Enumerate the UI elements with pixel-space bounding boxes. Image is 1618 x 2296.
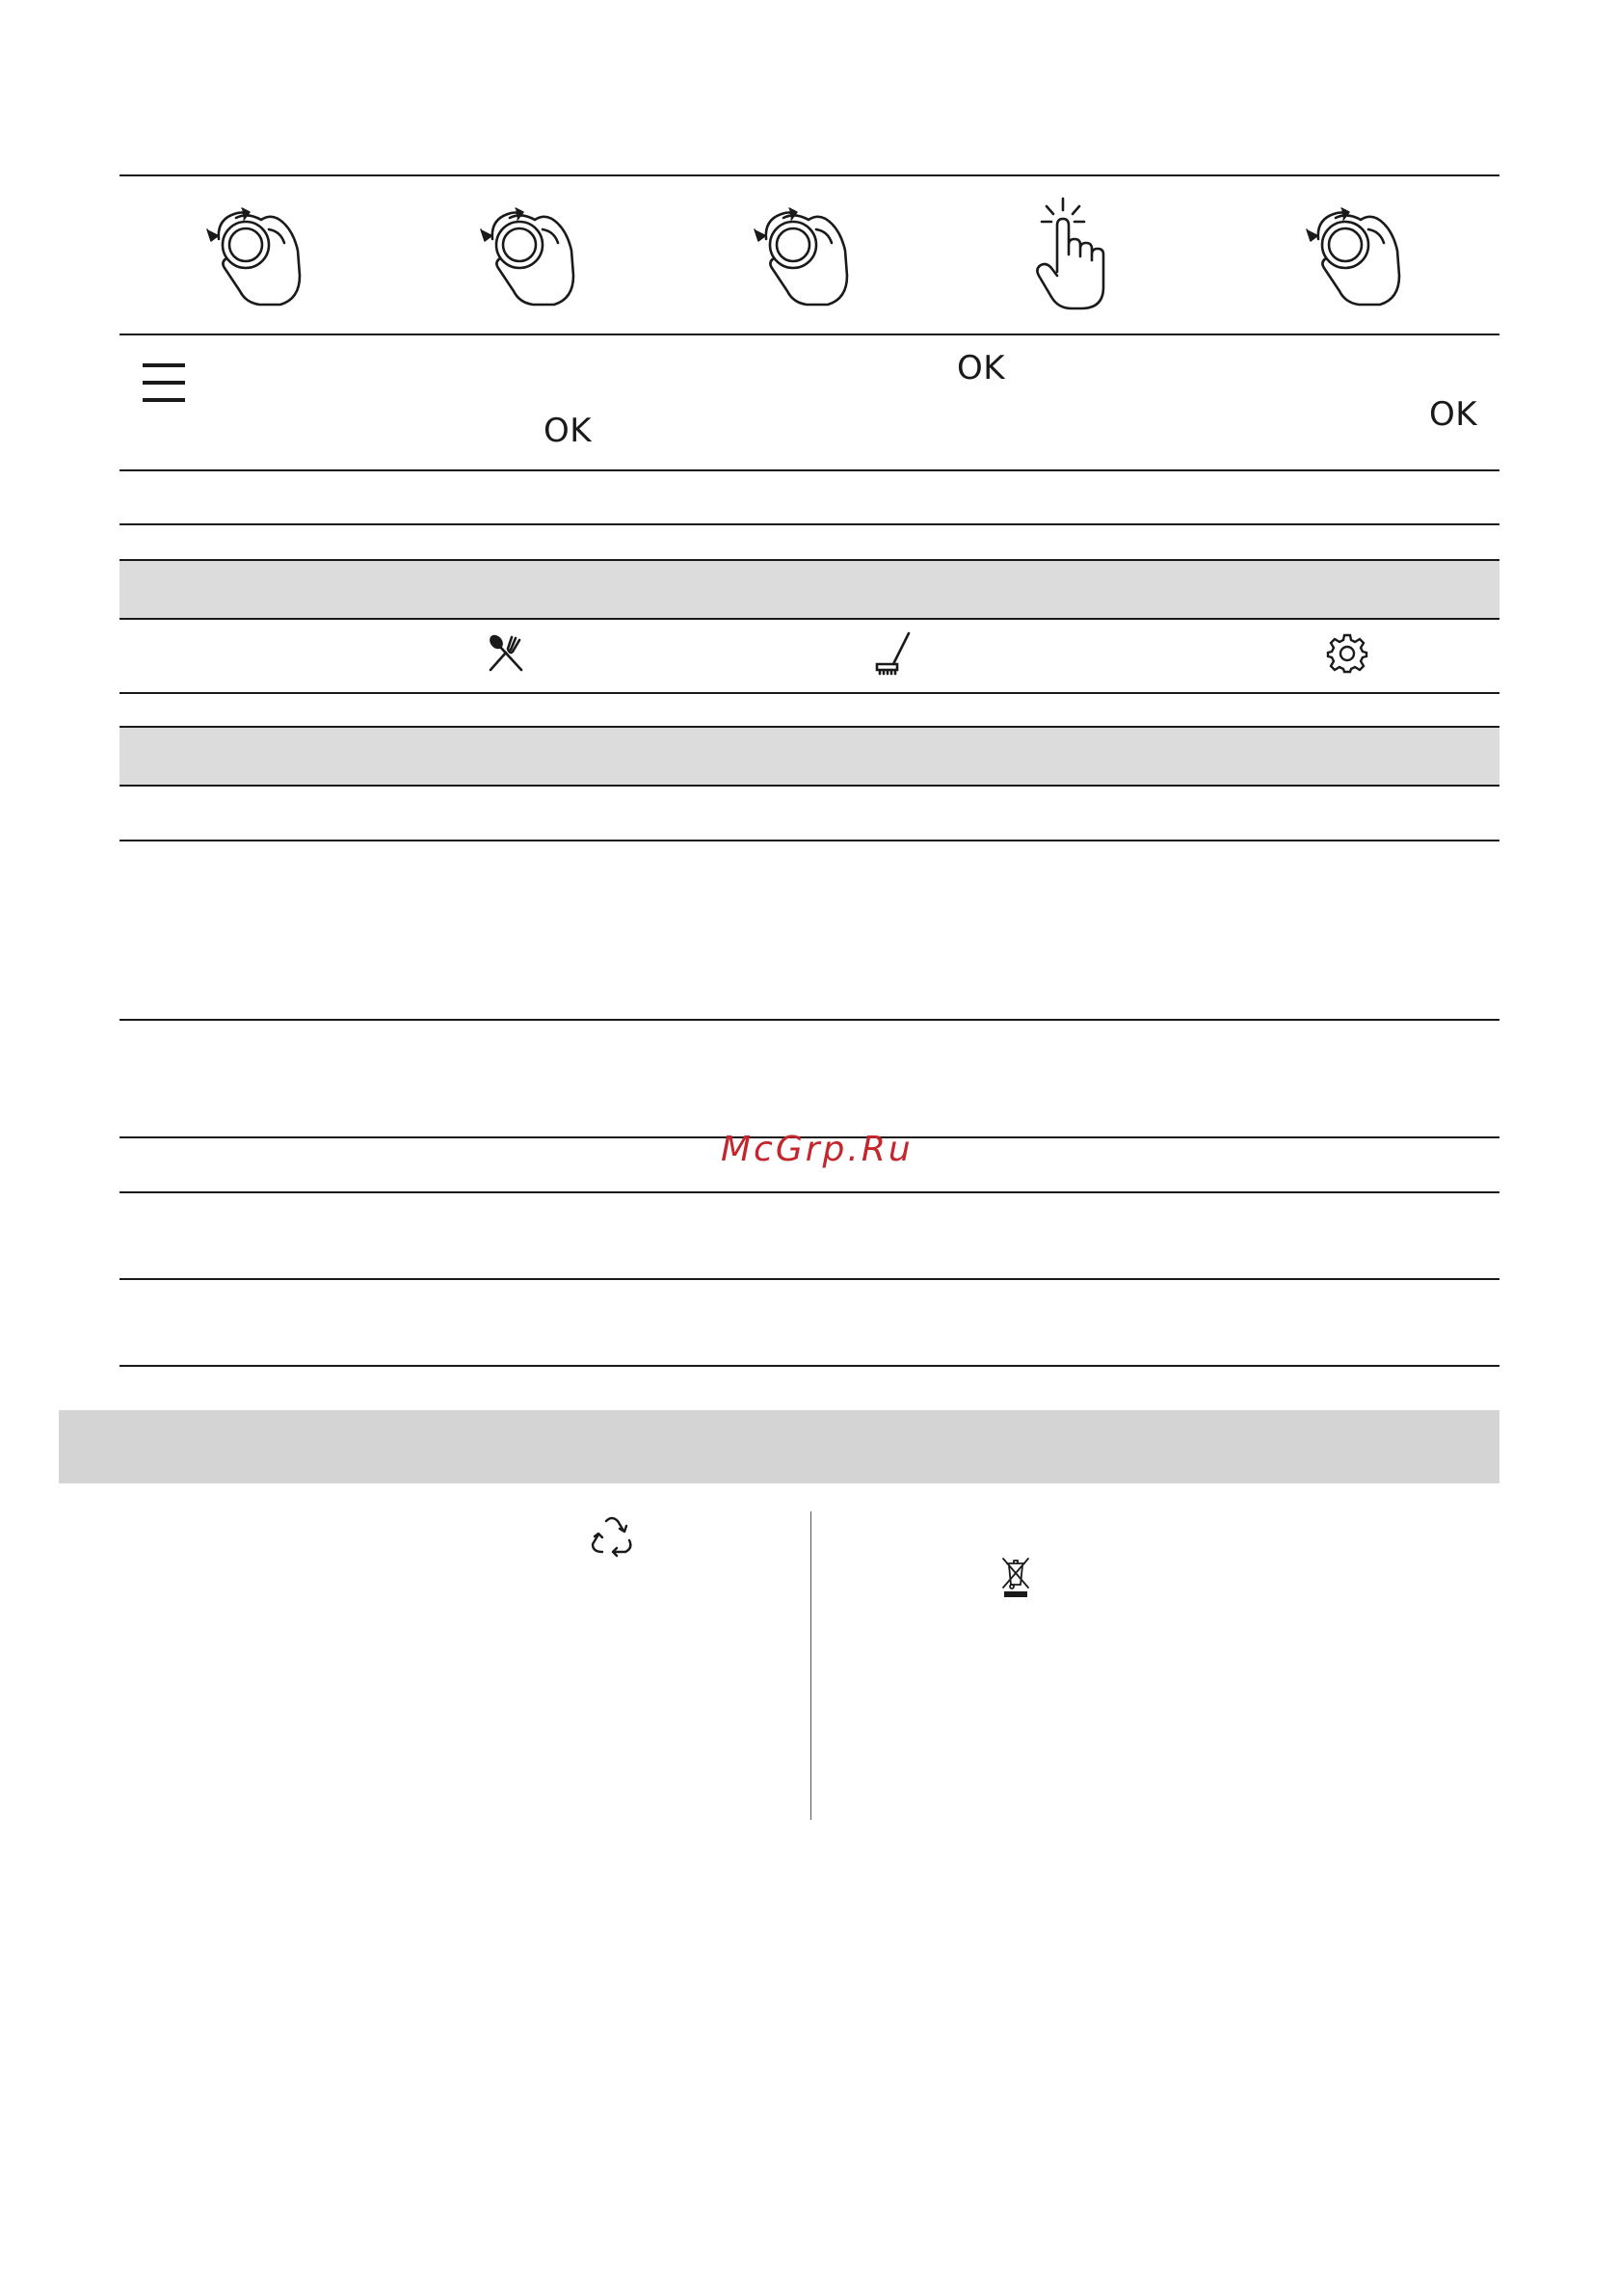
- gear-icon: [1328, 634, 1366, 673]
- cleaning-brush-icon: [874, 631, 913, 676]
- table-rule: [119, 1278, 1499, 1280]
- cutlery-icon: [487, 633, 525, 674]
- table-rule: [119, 1019, 1499, 1021]
- table-rule: [119, 523, 1499, 525]
- ok-label: OK: [1429, 395, 1478, 434]
- rotate-knob-icon: [198, 191, 304, 311]
- table-rule: [119, 469, 1499, 471]
- table-section-header: [119, 727, 1499, 785]
- table-rule: [119, 559, 1499, 561]
- rotate-knob-icon: [1297, 191, 1403, 311]
- table-rule: [119, 692, 1499, 694]
- menu-icon: [141, 361, 187, 404]
- rotate-knob-icon: [745, 191, 851, 311]
- recycle-icon: [589, 1515, 635, 1560]
- table-rule: [119, 1365, 1499, 1367]
- table-rule: [119, 618, 1499, 620]
- ok-label: OK: [544, 412, 593, 450]
- table-section-header: [119, 560, 1499, 618]
- table-rule: [119, 174, 1499, 176]
- ok-label: OK: [957, 349, 1006, 387]
- table-rule: [119, 840, 1499, 841]
- table-rule: [119, 1191, 1499, 1193]
- table-rule: [119, 334, 1499, 335]
- column-divider: [810, 1511, 811, 1820]
- watermark: McGrp.Ru: [721, 1130, 914, 1169]
- press-knob-icon: [1029, 195, 1116, 315]
- table-rule: [119, 726, 1499, 728]
- table-rule: [119, 785, 1499, 787]
- weee-bin-icon: [1000, 1556, 1031, 1598]
- rotate-knob-icon: [471, 191, 577, 311]
- section-header-band: [59, 1410, 1499, 1483]
